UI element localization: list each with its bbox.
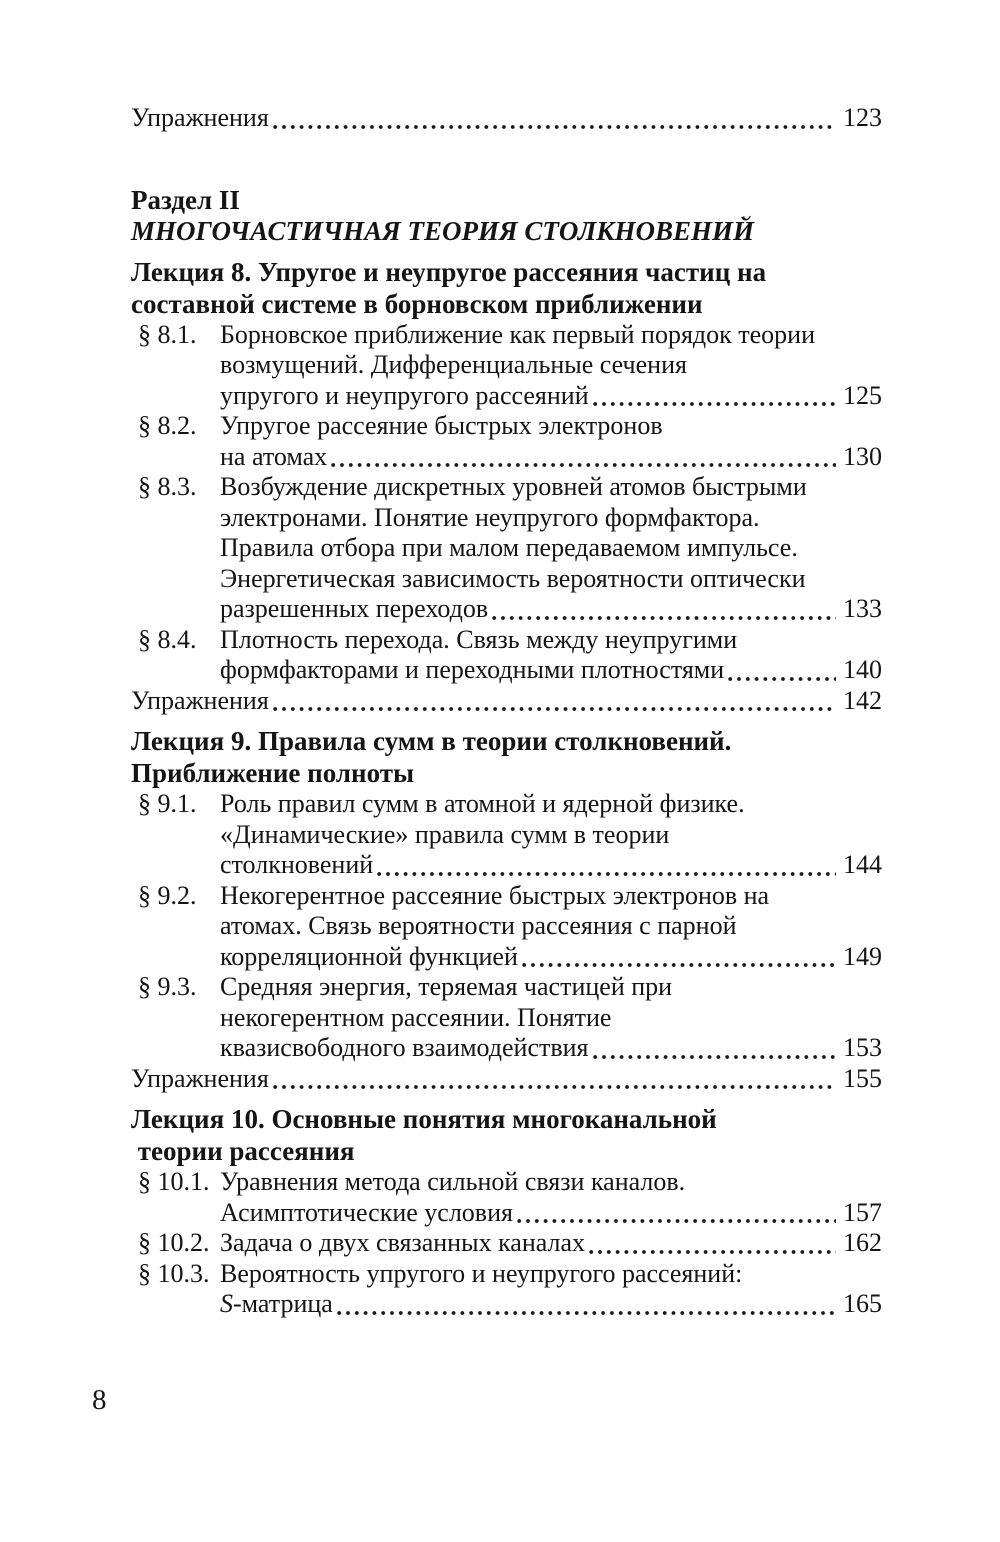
toc-line [131,256,882,288]
toc-line [131,850,882,881]
entry-text: Правила отбора при малом передаваемом импульсе. [220,533,798,562]
entry-text: атомах. Связь вероятности рассеяния с парной [220,911,737,940]
page-number: 133 [843,594,882,623]
entry-text: Лекция 9. Правила сумм в теории столкновений. [131,726,732,756]
entry-text: формфакторами и переходными плотностями [220,655,725,684]
entry-text: Уравнения метода сильной связи каналов. [220,1167,686,1196]
entry-text: Энергетическая зависимость вероятности оптически [220,563,806,593]
entry-text: Вероятность упругого и неупругого рассеяний: [220,1258,743,1288]
entry-text: S-матрица [220,1289,333,1318]
toc-line [131,1289,882,1320]
toc-line [131,288,882,320]
entry-text: составной системе в борновском приближении [131,288,703,319]
dot-leader [593,401,836,407]
entry-text: Лекция 8. Упругое и неупругое рассеяния частиц на [131,256,767,287]
toc-line [131,1103,882,1135]
toc-line [131,1033,882,1064]
dot-leader [593,1054,836,1060]
page-number: 162 [843,1228,882,1257]
toc-line [131,503,882,534]
toc-line [131,103,882,134]
entry-text: возмущений. Дифференциальные сечения [220,350,687,379]
toc-line [131,184,882,216]
page-number: 130 [843,441,882,471]
toc-entry [131,881,882,912]
toc-line [131,1135,882,1167]
entry-text: Асимптотические условия [220,1197,513,1227]
dot-leader [589,1249,836,1255]
entry-text: Раздел II [131,184,240,215]
entry-text: Средняя энергия, теряемая частицей при [220,972,673,1001]
toc-entry [131,972,882,1003]
toc-entry [131,411,882,442]
toc-entry [131,789,882,820]
entry-text: Роль правил сумм в атомной и ядерной физике. [220,789,745,818]
dot-leader [331,462,836,468]
page-number: 123 [843,103,882,132]
entry-text: Упражнения [131,103,269,132]
toc-entry [131,320,882,351]
paragraph-marker: § 10.2. [138,1228,210,1257]
page-folio-number: 8 [92,1384,107,1416]
toc-line [131,442,882,473]
toc-entry [131,1228,882,1259]
toc-line [131,564,882,595]
dot-leader [492,615,836,621]
entry-text: Задача о двух связанных каналах [220,1228,586,1257]
toc-entry [131,1167,882,1198]
entry-text: некогерентном рассеянии. Понятие [220,1002,612,1032]
entry-text: Борновское приближение как первый порядок теории [220,319,815,349]
toc-line [131,1198,882,1229]
toc-line [131,533,882,564]
page-number: 149 [843,941,882,971]
entry-text: на атомах [220,441,328,471]
dot-leader [273,706,836,712]
page-number: 165 [843,1289,882,1318]
entry-text: Лекция 10. Основные понятия многоканальной [131,1104,717,1134]
toc-entry [131,625,882,656]
entry-text: Упражнения [131,685,269,715]
page-number: 142 [843,685,882,715]
page-number: 140 [843,655,882,684]
entry-text: Плотность перехода. Связь между неупругими [220,624,738,654]
toc-line [131,216,882,247]
toc-line [131,381,882,412]
entry-text: упругого и неупругого рассеяний [220,380,589,410]
dot-leader [522,962,836,968]
entry-text: корреляционной функцией [220,941,518,971]
dot-leader [377,871,836,877]
dot-leader [273,1084,836,1090]
dot-leader [337,1310,836,1316]
dot-leader [517,1218,836,1224]
toc-line [131,350,882,381]
page-number: 153 [843,1033,882,1062]
toc-line [131,655,882,686]
paragraph-marker: § 10.1. [138,1167,210,1196]
entry-text: МНОГОЧАСТИЧНАЯ ТЕОРИЯ СТОЛКНОВЕНИЙ [131,215,755,246]
entry-text: квазисвободного взаимодействия [220,1033,589,1062]
toc-entry [131,472,882,503]
entry-text: столкновений [220,850,374,879]
page-number: 157 [843,1197,882,1227]
paragraph-marker: § 8.1. [138,319,197,349]
toc-line [131,725,882,757]
dot-leader [728,676,836,682]
dot-leader [273,124,836,130]
entry-text: Приближение полноты [131,758,415,788]
page-number: 155 [843,1063,882,1093]
toc-line [131,911,882,942]
paragraph-marker: § 9.2. [138,880,197,910]
entry-text: теории рассеяния [131,1136,355,1166]
toc-line [131,942,882,973]
entry-text: разрешенных переходов [220,594,489,623]
paragraph-marker: § 8.4. [138,624,197,654]
entry-text: Возбуждение дискретных уровней атомов быстрыми [220,472,807,501]
entry-text: Упругое рассеяние быстрых электронов [220,411,663,440]
paragraph-marker: § 8.2. [138,411,197,440]
entry-text: «Динамические» правила сумм в теории [220,819,670,849]
table-of-contents [131,103,882,1320]
toc-line [131,1064,882,1095]
toc-entry [131,1259,882,1290]
entry-text: электронами. Понятие неупругого формфактора. [220,502,760,532]
toc-line [131,594,882,625]
page-number: 125 [843,380,882,410]
toc-line [131,820,882,851]
toc-line [131,757,882,789]
page-number: 144 [843,850,882,879]
entry-text: Некогерентное рассеяние быстрых электронов на [220,880,770,910]
paragraph-marker: § 8.3. [138,472,197,501]
paragraph-marker: § 9.3. [138,972,197,1001]
paragraph-marker: § 10.3. [138,1258,210,1288]
entry-text: Упражнения [131,1063,269,1093]
toc-line [131,1003,882,1034]
paragraph-marker: § 9.1. [138,789,197,818]
toc-line [131,686,882,717]
